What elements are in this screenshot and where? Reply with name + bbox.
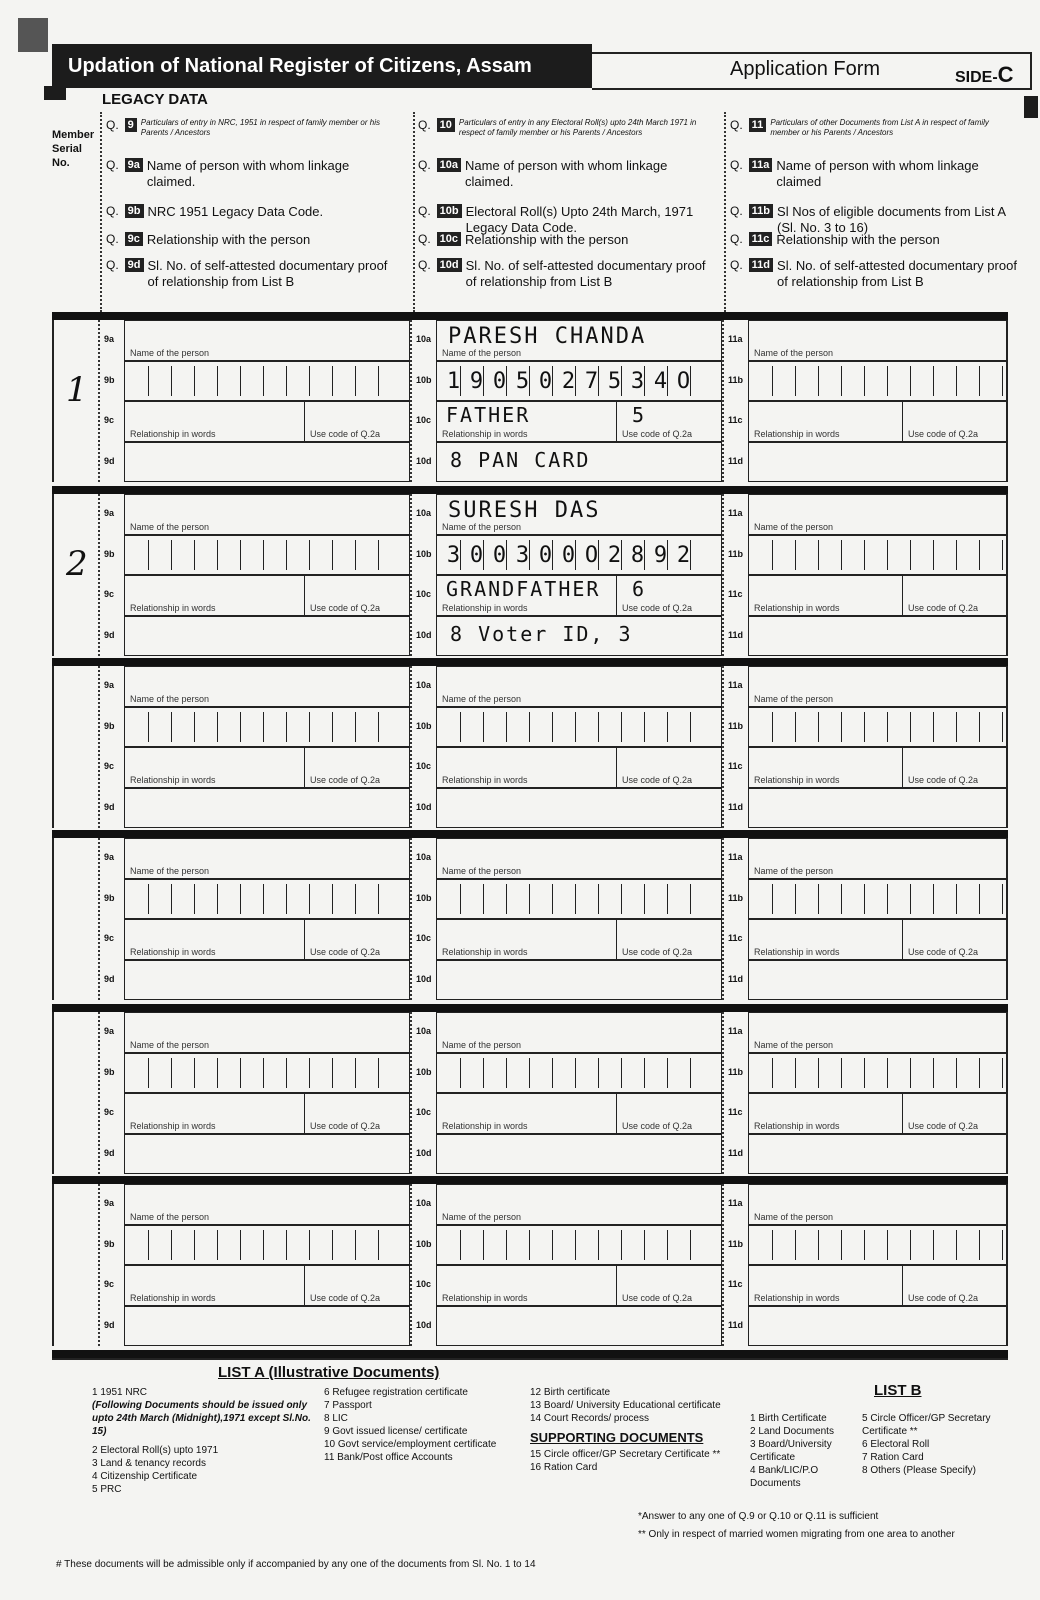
note-answer: *Answer to any one of Q.9 or Q.10 or Q.11 is sufficient [638,1511,879,1522]
q10b-header: Q. 10b Electoral Roll(s) Upto 24th March, 1971 Legacy Data Code. [418,204,694,235]
field-11d[interactable] [748,442,1008,483]
q10d-value: 8 PAN CARD [450,447,591,472]
name-label: Name of the person [754,347,834,358]
q9d-header: Q. 9d Sl. No. of self-attested documentary proof of relationship from List B [106,258,388,289]
code-boxes-9[interactable] [126,1230,379,1260]
q10c-value: GRANDFATHER [446,577,601,601]
name-label: Name of the person [754,693,834,704]
field-10d[interactable] [436,788,722,829]
q11c-header: Q. 11c Relationship with the person [730,232,940,247]
list-a-col1: 1 1951 NRC (Following Documents should be issued only upto 24th March (Midnight),1971 except Sl.No. 15) 2 Electoral Roll(s) upto 1971 3 Land & tenancy records 4 Citizenship Certificate 5 PRC [92,1387,311,1495]
form-title: Updation of National Register of Citizens, Assam [52,44,592,88]
name-label: Name of the person [130,865,210,876]
member-serial-label: Member Serial No. [52,129,95,169]
form-type: Application Form [730,58,881,80]
field-11d[interactable] [748,1306,1008,1347]
field-10d[interactable] [436,1134,722,1175]
supporting-heading: SUPPORTING DOCUMENTS [530,1430,704,1445]
list-b-col2: 5 Circle Officer/GP Secretary Certificate ** 6 Electoral Roll 7 Ration Card 8 Others (Please Specify) [862,1413,991,1476]
tab-left [44,86,66,100]
name-label: Name of the person [130,1211,210,1222]
field-9d[interactable] [124,788,410,829]
member-serial: 2 [66,544,88,584]
name-label: Name of the person [754,865,834,876]
code-boxes-11[interactable] [750,540,1003,570]
field-11d[interactable] [748,788,1008,829]
q11d-header: Q. 11d Sl. No. of self-attested documentary proof of relationship from List B [730,258,1017,289]
q11b-header: Q. 11b Sl Nos of eligible documents from List A (Sl. No. 3 to 16) [730,204,1006,235]
side-label: SIDE-C [955,62,1014,87]
legacy-data-heading: LEGACY DATA [102,91,208,108]
field-9d[interactable] [124,442,410,483]
q9-header: Q. 9 Particulars of entry in NRC, 1951 in respect of family member or his Parents / Ancestors [106,118,380,137]
name-label: Name of the person [754,1211,834,1222]
code-boxes-10[interactable] [438,1230,691,1260]
q9b-header: Q. 9b NRC 1951 Legacy Data Code. [106,204,324,219]
name-label: Name of the person [442,521,522,532]
name-label: Name of the person [442,347,522,358]
name-label: Name of the person [442,865,522,876]
list-b-col1: 1 Birth Certificate 2 Land Documents 3 Board/University Certificate 4 Bank/LIC/P.O Documents [750,1413,834,1489]
q10a-value: SURESH DAS [448,498,601,523]
code-boxes-9[interactable] [126,712,379,742]
name-label: Name of the person [442,1211,522,1222]
field-9d[interactable] [124,960,410,1001]
field-11d[interactable] [748,1134,1008,1175]
q10c-code-value: 5 [632,403,647,427]
code-boxes-11[interactable] [750,1058,1003,1088]
q10c-value: FATHER [446,403,531,427]
field-9d[interactable] [124,1134,410,1175]
name-label: Name of the person [754,1039,834,1050]
code-boxes-9[interactable] [126,540,379,570]
lists-section [52,1358,1008,1580]
code-boxes-9[interactable] [126,884,379,914]
name-label: Name of the person [442,693,522,704]
field-9d[interactable] [124,1306,410,1347]
name-label: Name of the person [130,521,210,532]
field-9d[interactable] [124,616,410,657]
note-married: ** Only in respect of married women migrating from one area to another [638,1529,955,1540]
field-10d[interactable] [436,1306,722,1347]
code-boxes-10[interactable] [438,712,691,742]
corner-marker [18,18,48,52]
field-11d[interactable] [748,616,1008,657]
note-admissible: # These documents will be admissible only if accompanied by any one of the documents from Sl. No. 1 to 14 [56,1559,536,1570]
field-10d[interactable] [436,960,722,1001]
name-label: Name of the person [130,1039,210,1050]
q10a-value: PARESH CHANDA [448,324,647,349]
list-a-col3: 12 Birth certificate 13 Board/ University Educational certificate 14 Court Records/ process SUPPORTING DOCUMENTS 15 Circle officer/GP Secretary Certificate ** 16 Ration Card [530,1386,730,1474]
code-boxes-11[interactable] [750,712,1003,742]
q9a-header: Q. 9a Name of person with whom linkage claimed. [106,158,350,189]
name-label: Name of the person [130,347,210,358]
name-label: Name of the person [130,693,210,704]
q10b-value: 1 9 0 5 0 2 7 5 3 4 O [446,368,691,394]
code-boxes-11[interactable] [750,1230,1003,1260]
list-b-title: LIST B [874,1382,922,1399]
name-label: Name of the person [754,521,834,532]
q11-header: Q. 11 Particulars of other Documents from List A in respect of family member or his Parents / Ancestors [730,118,989,137]
list-a-title: LIST A (Illustrative Documents) [218,1364,440,1381]
q10-header: Q. 10 Particulars of entry in any Electoral Roll(s) upto 24th March 1971 in respect of family member or his Parents / Ancestors [418,118,697,137]
code-boxes-9[interactable] [126,366,379,396]
q10c-header: Q. 10c Relationship with the person [418,232,629,247]
q10d-value: 8 Voter ID, 3 [450,621,633,646]
q11a-header: Q. 11a Name of person with whom linkage claimed [730,158,979,189]
q10b-value: 3 0 0 3 0 0 O 2 8 9 2 [446,542,691,568]
q10a-header: Q. 10a Name of person with whom linkage claimed. [418,158,668,189]
code-boxes-10[interactable] [438,1058,691,1088]
name-label: Name of the person [442,1039,522,1050]
q10d-header: Q. 10d Sl. No. of self-attested documentary proof of relationship from List B [418,258,706,289]
member-serial: 1 [66,370,88,410]
code-boxes-10[interactable] [438,884,691,914]
tab-right [1024,96,1038,118]
q10c-code-value: 6 [632,577,647,601]
field-11d[interactable] [748,960,1008,1001]
code-boxes-11[interactable] [750,366,1003,396]
code-boxes-11[interactable] [750,884,1003,914]
list-a-col2: 6 Refugee registration certificate 7 Passport 8 LIC 9 Govt issued license/ certificate 10 Govt service/employment certificate 11 Bank/Post office Accounts [324,1387,497,1463]
q9c-header: Q. 9c Relationship with the person [106,232,311,247]
code-boxes-9[interactable] [126,1058,379,1088]
